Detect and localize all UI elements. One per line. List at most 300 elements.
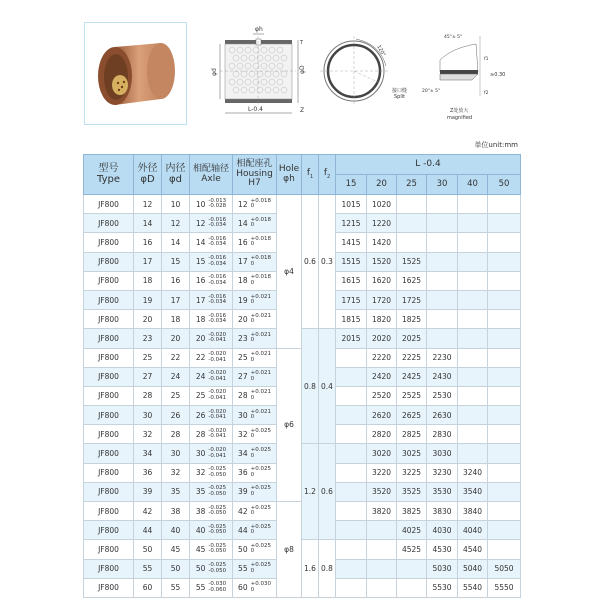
housing-cell-tolerance: +0.025 0 bbox=[250, 447, 271, 459]
outer-diameter-cell: 17 bbox=[134, 252, 162, 271]
housing-cell bbox=[233, 463, 277, 482]
housing-cell-tolerance: +0.021 0 bbox=[250, 389, 271, 401]
axle-cell-nominal: 26 bbox=[195, 410, 206, 420]
length-code-cell bbox=[458, 367, 488, 386]
length-code-cell: 3820 bbox=[367, 502, 397, 521]
length-code-cell: 3025 bbox=[397, 444, 427, 463]
angle-20-label: 20°± 5° bbox=[422, 89, 441, 94]
length-code-cell: 3225 bbox=[397, 463, 427, 482]
type-cell: JF800 bbox=[84, 310, 134, 329]
axle-cell-nominal: 14 bbox=[195, 237, 206, 247]
type-cell: JF800 bbox=[84, 463, 134, 482]
inner-diameter-cell: 16 bbox=[162, 271, 190, 290]
axle-cell bbox=[190, 367, 233, 386]
length-code-cell bbox=[488, 482, 521, 501]
axle-cell-tolerance: -0.025 -0.050 bbox=[208, 466, 227, 478]
header-length-50: 50 bbox=[488, 175, 521, 195]
inner-diameter-cell: 35 bbox=[162, 482, 190, 501]
length-code-cell bbox=[336, 425, 367, 444]
axle-cell bbox=[190, 482, 233, 501]
type-cell: JF800 bbox=[84, 329, 134, 348]
length-code-cell: 2630 bbox=[427, 406, 458, 425]
length-code-cell bbox=[427, 329, 458, 348]
length-code-cell: 3030 bbox=[427, 444, 458, 463]
length-code-cell: 5530 bbox=[427, 578, 458, 597]
outer-diameter-cell: 27 bbox=[134, 367, 162, 386]
housing-cell-nominal: 23 bbox=[238, 333, 248, 343]
axle-cell-tolerance: -0.020 -0.041 bbox=[208, 447, 227, 459]
housing-cell-tolerance: +0.021 0 bbox=[250, 331, 271, 344]
length-code-cell: 3830 bbox=[427, 502, 458, 521]
f1-cell: 1.6 bbox=[302, 540, 319, 598]
housing-cell-nominal: 55 bbox=[238, 564, 248, 574]
axle-cell-nominal: 12 bbox=[195, 218, 206, 228]
housing-cell bbox=[233, 444, 277, 463]
inner-diameter-cell: 14 bbox=[162, 233, 190, 252]
axle-cell-tolerance: -0.020 -0.041 bbox=[208, 331, 227, 344]
housing-cell-nominal: 39 bbox=[238, 487, 248, 497]
axle-cell bbox=[190, 463, 233, 482]
housing-cell bbox=[233, 425, 277, 444]
axle-cell bbox=[190, 214, 233, 233]
outer-diameter-cell: 60 bbox=[134, 578, 162, 597]
housing-cell bbox=[233, 540, 277, 559]
axle-cell-tolerance: -0.016 -0.034 bbox=[208, 274, 227, 286]
housing-cell-tolerance: +0.018 0 bbox=[250, 235, 271, 248]
f1-cell: 0.6 bbox=[302, 195, 319, 329]
length-code-cell: 1620 bbox=[367, 271, 397, 290]
outer-diameter-cell: 39 bbox=[134, 482, 162, 501]
type-cell: JF800 bbox=[84, 502, 134, 521]
length-code-cell: 2420 bbox=[367, 367, 397, 386]
length-code-cell bbox=[488, 271, 521, 290]
type-cell: JF800 bbox=[84, 521, 134, 540]
inner-diameter-cell: 45 bbox=[162, 540, 190, 559]
outer-diameter-cell: 28 bbox=[134, 386, 162, 405]
outer-diameter-cell: 55 bbox=[134, 559, 162, 578]
f1-cell: 1.2 bbox=[302, 444, 319, 540]
inner-diameter-cell: 20 bbox=[162, 329, 190, 348]
length-code-cell bbox=[458, 329, 488, 348]
length-code-cell: 1015 bbox=[336, 195, 367, 214]
length-code-cell bbox=[336, 559, 367, 578]
length-code-cell bbox=[488, 540, 521, 559]
length-code-cell bbox=[488, 252, 521, 271]
length-code-cell bbox=[367, 578, 397, 597]
housing-cell-tolerance: +0.021 0 bbox=[250, 408, 271, 421]
f2-cell: 0.8 bbox=[319, 540, 336, 598]
length-code-cell: 1215 bbox=[336, 214, 367, 233]
length-code-cell: 3825 bbox=[397, 502, 427, 521]
type-cell: JF800 bbox=[84, 348, 134, 367]
axle-cell bbox=[190, 233, 233, 252]
axle-cell bbox=[190, 578, 233, 597]
length-code-cell bbox=[427, 271, 458, 290]
length-code-cell: 2625 bbox=[397, 406, 427, 425]
length-code-cell bbox=[488, 367, 521, 386]
length-code-cell: 2015 bbox=[336, 329, 367, 348]
axle-cell bbox=[190, 329, 233, 348]
outer-diameter-cell: 42 bbox=[134, 502, 162, 521]
outer-diameter-cell: 20 bbox=[134, 310, 162, 329]
length-code-cell bbox=[397, 214, 427, 233]
housing-cell bbox=[233, 271, 277, 290]
axle-cell-nominal: 24 bbox=[195, 372, 206, 382]
length-code-cell bbox=[458, 252, 488, 271]
product-photo bbox=[84, 22, 187, 125]
f2-diagram-label: f2 bbox=[484, 91, 489, 96]
axle-cell-tolerance: -0.016 -0.034 bbox=[208, 255, 227, 267]
type-cell: JF800 bbox=[84, 425, 134, 444]
inner-diameter-cell: 40 bbox=[162, 521, 190, 540]
length-code-cell: 4530 bbox=[427, 540, 458, 559]
hole-dim-label: φh bbox=[255, 26, 263, 33]
outer-diameter-cell: 14 bbox=[134, 214, 162, 233]
axle-cell-tolerance: -0.025 -0.050 bbox=[208, 485, 227, 497]
axle-cell-tolerance: -0.020 -0.041 bbox=[208, 408, 227, 421]
axle-cell-tolerance: -0.025 -0.050 bbox=[208, 504, 227, 517]
axle-cell-tolerance: -0.016 -0.034 bbox=[208, 235, 227, 248]
housing-cell-tolerance: +0.025 0 bbox=[250, 523, 271, 536]
axle-cell-nominal: 32 bbox=[195, 468, 206, 478]
type-cell: JF800 bbox=[84, 233, 134, 252]
bushing-photo-icon bbox=[85, 23, 186, 124]
length-code-cell: 1420 bbox=[367, 233, 397, 252]
header-length: L -0.4 bbox=[336, 155, 521, 175]
length-code-cell bbox=[336, 444, 367, 463]
length-code-cell bbox=[488, 406, 521, 425]
housing-cell-nominal: 60 bbox=[238, 583, 248, 593]
housing-cell bbox=[233, 367, 277, 386]
axle-cell bbox=[190, 559, 233, 578]
length-code-cell bbox=[488, 329, 521, 348]
length-code-cell: 5040 bbox=[458, 559, 488, 578]
axle-cell-tolerance: -0.025 -0.050 bbox=[208, 542, 227, 555]
length-code-cell bbox=[488, 444, 521, 463]
axle-cell bbox=[190, 290, 233, 309]
length-code-cell: 3220 bbox=[367, 463, 397, 482]
axle-cell-tolerance: -0.025 -0.050 bbox=[208, 562, 227, 574]
housing-cell-nominal: 20 bbox=[238, 314, 248, 324]
length-code-cell bbox=[336, 348, 367, 367]
type-cell: JF800 bbox=[84, 578, 134, 597]
length-code-cell: 2020 bbox=[367, 329, 397, 348]
length-code-cell bbox=[427, 310, 458, 329]
housing-cell-tolerance: +0.018 0 bbox=[250, 255, 271, 267]
length-code-cell bbox=[397, 559, 427, 578]
f1-cell: 0.8 bbox=[302, 329, 319, 444]
housing-cell bbox=[233, 482, 277, 501]
angle-120-label: 120° bbox=[375, 44, 387, 58]
length-code-cell: 1815 bbox=[336, 310, 367, 329]
housing-cell bbox=[233, 290, 277, 309]
axle-cell-nominal: 15 bbox=[195, 257, 206, 267]
axle-cell-nominal: 50 bbox=[195, 564, 206, 574]
length-code-cell bbox=[336, 502, 367, 521]
length-code-cell: 1825 bbox=[397, 310, 427, 329]
header-type: 型号 Type bbox=[84, 155, 134, 195]
length-code-cell bbox=[458, 271, 488, 290]
length-code-cell: 5050 bbox=[488, 559, 521, 578]
inner-diameter-cell: 25 bbox=[162, 386, 190, 405]
outer-diameter-cell: 16 bbox=[134, 233, 162, 252]
length-code-cell bbox=[488, 214, 521, 233]
housing-cell bbox=[233, 329, 277, 348]
axle-cell-nominal: 17 bbox=[195, 295, 206, 305]
length-code-cell bbox=[336, 521, 367, 540]
axle-cell-nominal: 10 bbox=[195, 199, 206, 209]
length-code-cell: 3525 bbox=[397, 482, 427, 501]
housing-cell bbox=[233, 214, 277, 233]
hole-cell: φ4 bbox=[277, 195, 302, 349]
axle-cell bbox=[190, 348, 233, 367]
length-code-cell: 4030 bbox=[427, 521, 458, 540]
length-code-cell bbox=[488, 290, 521, 309]
housing-cell bbox=[233, 310, 277, 329]
length-code-cell bbox=[458, 195, 488, 214]
inner-diameter-cell: 50 bbox=[162, 559, 190, 578]
length-code-cell bbox=[458, 310, 488, 329]
axle-cell bbox=[190, 310, 233, 329]
axle-cell-tolerance: -0.020 -0.041 bbox=[208, 427, 227, 440]
cross-section-diagram bbox=[200, 22, 310, 122]
inner-diameter-cell: 55 bbox=[162, 578, 190, 597]
length-code-cell: 2525 bbox=[397, 386, 427, 405]
length-code-cell bbox=[458, 406, 488, 425]
length-code-cell: 3530 bbox=[427, 482, 458, 501]
length-code-cell bbox=[458, 444, 488, 463]
length-code-cell bbox=[458, 290, 488, 309]
axle-cell-nominal: 45 bbox=[195, 544, 206, 554]
axle-cell-tolerance: -0.020 -0.041 bbox=[208, 351, 227, 363]
length-code-cell: 1525 bbox=[397, 252, 427, 271]
housing-cell-tolerance: +0.025 0 bbox=[250, 466, 271, 478]
axle-cell-nominal: 16 bbox=[195, 276, 206, 286]
f2-cell: 0.3 bbox=[319, 195, 336, 329]
axle-cell bbox=[190, 502, 233, 521]
length-code-cell: 5030 bbox=[427, 559, 458, 578]
length-code-cell bbox=[427, 214, 458, 233]
axle-cell-tolerance: -0.016 -0.034 bbox=[208, 216, 227, 229]
header-length-40: 40 bbox=[458, 175, 488, 195]
outer-diameter-cell: 36 bbox=[134, 463, 162, 482]
length-code-cell bbox=[488, 348, 521, 367]
header-length-15: 15 bbox=[336, 175, 367, 195]
housing-cell-nominal: 50 bbox=[238, 544, 248, 554]
axle-cell bbox=[190, 444, 233, 463]
axle-cell-nominal: 20 bbox=[195, 333, 206, 343]
header-outer-diameter: 外径 φD bbox=[134, 155, 162, 195]
length-code-cell bbox=[488, 463, 521, 482]
angle-45-label: 45°± 5° bbox=[444, 35, 463, 40]
housing-cell bbox=[233, 386, 277, 405]
axle-cell bbox=[190, 252, 233, 271]
outer-diameter-cell: 44 bbox=[134, 521, 162, 540]
length-code-cell: 2230 bbox=[427, 348, 458, 367]
length-code-cell bbox=[458, 214, 488, 233]
outer-diameter-cell: 18 bbox=[134, 271, 162, 290]
length-code-cell: 5550 bbox=[488, 578, 521, 597]
length-code-cell: 3520 bbox=[367, 482, 397, 501]
housing-cell bbox=[233, 233, 277, 252]
length-code-cell: 1820 bbox=[367, 310, 397, 329]
outer-diameter-cell: 25 bbox=[134, 348, 162, 367]
length-code-cell: 4025 bbox=[397, 521, 427, 540]
housing-cell-nominal: 44 bbox=[238, 525, 248, 535]
length-code-cell bbox=[336, 482, 367, 501]
length-code-cell: 2830 bbox=[427, 425, 458, 444]
housing-cell-nominal: 25 bbox=[238, 353, 248, 363]
type-cell: JF800 bbox=[84, 444, 134, 463]
length-code-cell: 3020 bbox=[367, 444, 397, 463]
magnified-label-cn: Z处放大 bbox=[450, 108, 469, 114]
length-code-cell: 3540 bbox=[458, 482, 488, 501]
length-code-cell: 2825 bbox=[397, 425, 427, 444]
housing-cell-tolerance: +0.025 0 bbox=[250, 504, 271, 517]
axle-cell bbox=[190, 425, 233, 444]
header-f2: $f_2$ bbox=[319, 155, 336, 195]
length-code-cell bbox=[488, 195, 521, 214]
length-code-cell bbox=[458, 386, 488, 405]
t-label: T bbox=[300, 40, 304, 46]
outer-diameter-cell: 30 bbox=[134, 406, 162, 425]
f2-cell: 0.6 bbox=[319, 444, 336, 540]
length-code-cell bbox=[427, 195, 458, 214]
length-code-cell bbox=[397, 195, 427, 214]
length-code-cell: 1615 bbox=[336, 271, 367, 290]
split-label-cn: 接口缝 bbox=[392, 88, 408, 94]
housing-cell-tolerance: +0.021 0 bbox=[250, 351, 271, 363]
inner-diameter-cell: 32 bbox=[162, 463, 190, 482]
housing-cell-tolerance: +0.021 0 bbox=[250, 312, 271, 325]
axle-cell-nominal: 30 bbox=[195, 449, 206, 459]
spec-table bbox=[83, 154, 521, 598]
header-inner-diameter: 内径 φd bbox=[162, 155, 190, 195]
type-cell: JF800 bbox=[84, 367, 134, 386]
axle-cell-nominal: 22 bbox=[195, 353, 206, 363]
housing-cell-nominal: 17 bbox=[238, 257, 248, 267]
length-code-cell bbox=[397, 578, 427, 597]
length-code-cell: 1415 bbox=[336, 233, 367, 252]
length-code-cell bbox=[367, 540, 397, 559]
length-code-cell bbox=[458, 233, 488, 252]
housing-cell-tolerance: +0.018 0 bbox=[250, 216, 271, 229]
inner-diameter-cell: 10 bbox=[162, 195, 190, 214]
header-hole: Hole φh bbox=[277, 155, 302, 195]
inner-dim-label: φd bbox=[211, 68, 218, 76]
axle-cell-tolerance: -0.016 -0.034 bbox=[208, 293, 227, 306]
housing-cell bbox=[233, 406, 277, 425]
length-code-cell: 4540 bbox=[458, 540, 488, 559]
header-length-30: 30 bbox=[427, 175, 458, 195]
inner-diameter-cell: 15 bbox=[162, 252, 190, 271]
header-f1: $f_1$ bbox=[302, 155, 319, 195]
length-code-cell: 1220 bbox=[367, 214, 397, 233]
length-code-cell bbox=[336, 367, 367, 386]
table-row bbox=[84, 329, 521, 348]
housing-cell-tolerance: +0.018 0 bbox=[250, 197, 271, 210]
length-code-cell: 2425 bbox=[397, 367, 427, 386]
housing-cell-nominal: 28 bbox=[238, 391, 248, 401]
magnified-label-en: magnified bbox=[447, 115, 473, 121]
header-housing: 相配座孔 Housing H7 bbox=[233, 155, 277, 195]
inner-diameter-cell: 38 bbox=[162, 502, 190, 521]
housing-cell-nominal: 16 bbox=[238, 237, 248, 247]
housing-cell-tolerance: +0.021 0 bbox=[250, 293, 271, 306]
length-code-cell: 2225 bbox=[397, 348, 427, 367]
housing-cell-nominal: 18 bbox=[238, 276, 248, 286]
housing-cell bbox=[233, 578, 277, 597]
housing-cell bbox=[233, 502, 277, 521]
length-code-cell: 2620 bbox=[367, 406, 397, 425]
length-code-cell bbox=[336, 540, 367, 559]
housing-cell-tolerance: +0.025 0 bbox=[250, 427, 271, 440]
length-code-cell bbox=[336, 463, 367, 482]
housing-cell-tolerance: +0.025 0 bbox=[250, 485, 271, 497]
housing-cell-nominal: 34 bbox=[238, 449, 248, 459]
axle-cell-nominal: 55 bbox=[195, 583, 206, 593]
length-code-cell: 2025 bbox=[397, 329, 427, 348]
length-code-cell: 3840 bbox=[458, 502, 488, 521]
axle-cell bbox=[190, 271, 233, 290]
type-cell: JF800 bbox=[84, 559, 134, 578]
f2-cell: 0.4 bbox=[319, 329, 336, 444]
inner-diameter-cell: 24 bbox=[162, 367, 190, 386]
length-code-cell: 2820 bbox=[367, 425, 397, 444]
axle-cell-nominal: 40 bbox=[195, 525, 206, 535]
axle-cell-tolerance: -0.016 -0.034 bbox=[208, 312, 227, 325]
length-code-cell: 1720 bbox=[367, 290, 397, 309]
housing-cell-nominal: 12 bbox=[238, 199, 248, 209]
inner-diameter-cell: 26 bbox=[162, 406, 190, 425]
length-code-cell: 4525 bbox=[397, 540, 427, 559]
axle-cell-nominal: 28 bbox=[195, 429, 206, 439]
housing-cell-tolerance: +0.018 0 bbox=[250, 274, 271, 286]
axle-cell bbox=[190, 195, 233, 214]
housing-cell-nominal: 27 bbox=[238, 372, 248, 382]
length-code-cell bbox=[488, 310, 521, 329]
inner-diameter-cell: 22 bbox=[162, 348, 190, 367]
outer-diameter-cell: 50 bbox=[134, 540, 162, 559]
outer-diameter-cell: 12 bbox=[134, 195, 162, 214]
outer-diameter-cell: 34 bbox=[134, 444, 162, 463]
magnified-detail-diagram bbox=[420, 26, 520, 126]
inner-diameter-cell: 18 bbox=[162, 310, 190, 329]
type-cell: JF800 bbox=[84, 406, 134, 425]
outer-diameter-cell: 19 bbox=[134, 290, 162, 309]
housing-cell-nominal: 32 bbox=[238, 429, 248, 439]
length-code-cell: 1520 bbox=[367, 252, 397, 271]
axle-cell-tolerance: -0.030 -0.060 bbox=[208, 581, 227, 593]
axle-cell bbox=[190, 521, 233, 540]
inner-diameter-cell: 17 bbox=[162, 290, 190, 309]
axle-cell-tolerance: -0.020 -0.041 bbox=[208, 389, 227, 401]
length-code-cell bbox=[488, 502, 521, 521]
outer-diameter-cell: 32 bbox=[134, 425, 162, 444]
length-code-cell: 1020 bbox=[367, 195, 397, 214]
length-code-cell: 3240 bbox=[458, 463, 488, 482]
housing-cell-tolerance: +0.030 0 bbox=[250, 581, 271, 593]
length-code-cell bbox=[458, 425, 488, 444]
type-cell: JF800 bbox=[84, 290, 134, 309]
length-code-cell bbox=[336, 578, 367, 597]
min-thickness-label: ≥0.30 bbox=[490, 72, 506, 78]
length-code-cell bbox=[427, 290, 458, 309]
length-code-cell bbox=[336, 406, 367, 425]
axle-cell bbox=[190, 540, 233, 559]
axle-cell-nominal: 38 bbox=[195, 506, 206, 516]
housing-cell-tolerance: +0.025 0 bbox=[250, 542, 271, 555]
